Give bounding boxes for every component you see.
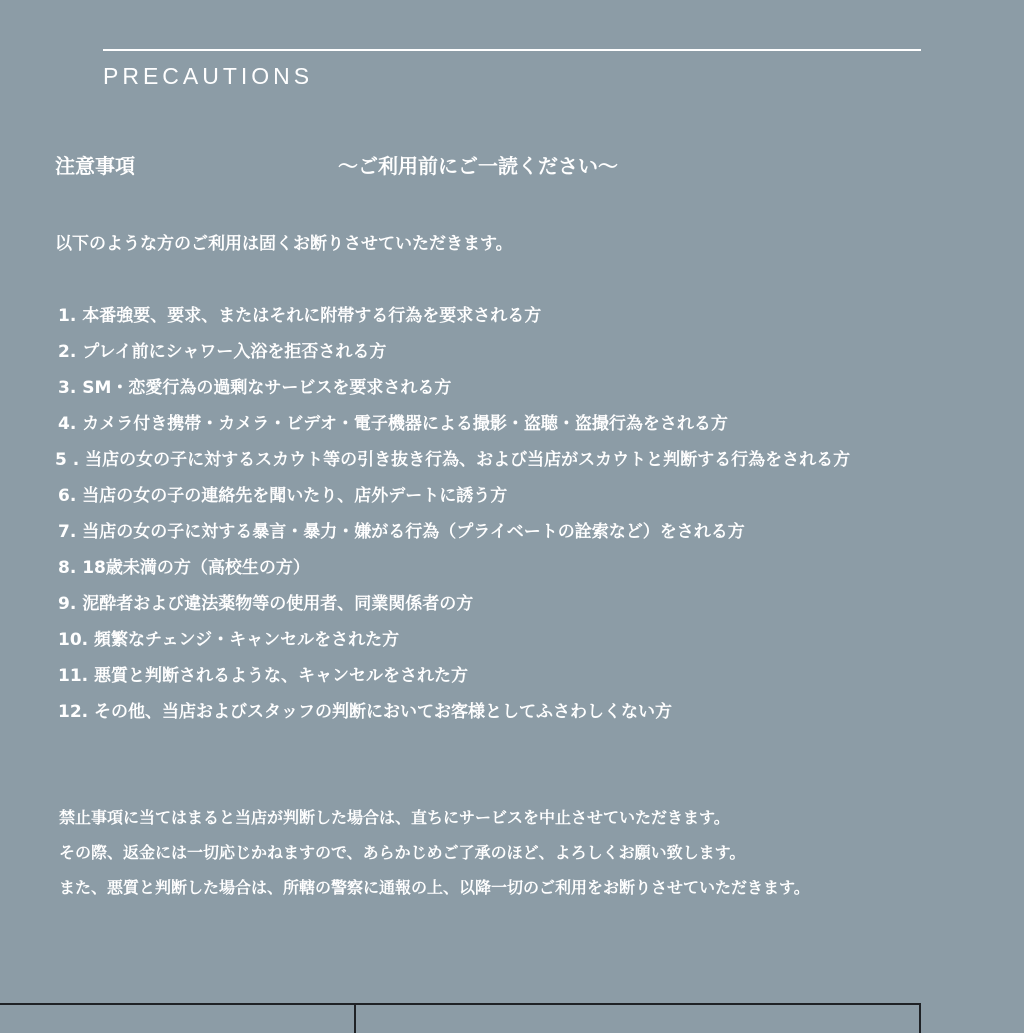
section-label: PRECAUTIONS [103, 63, 314, 89]
list-item: 2. プレイ前にシャワー入浴を拒否される方 [58, 342, 387, 362]
list-item: 11. 悪質と判断されるような、キャンセルをされた方 [58, 666, 469, 686]
intro-text: 以下のような方のご利用は固くお断りさせていただきます。 [55, 234, 513, 254]
page-title: 注意事項 [55, 154, 135, 178]
note-paragraph: その際、返金には一切応じかねますので、あらかじめご了承のほど、よろしくお願い致します。 [59, 843, 746, 862]
list-item: 6. 当店の女の子の連絡先を聞いたり、店外デートに誘う方 [58, 486, 508, 506]
page-subtitle: ～ご利用前にご一読ください～ [338, 154, 618, 178]
list-item: 10. 頻繁なチェンジ・キャンセルをされた方 [58, 630, 400, 650]
notes-block [55, 800, 965, 905]
note-paragraph: 禁止事項に当てはまると当店が判断した場合は、直ちにサービスを中止させていただきます。 [59, 808, 730, 827]
list-item: 9. 泥酔者および違法薬物等の使用者、同業関係者の方 [58, 594, 474, 614]
list-item: 8. 18歳未満の方（高校生の方） [58, 558, 310, 578]
heading-row [55, 150, 955, 184]
bottom-divider [354, 1003, 356, 1033]
list-item: 5 . 当店の女の子に対するスカウト等の引き抜き行為、および当店がスカウトと判断する行為をされる方 [55, 450, 851, 470]
precautions-list [55, 298, 965, 730]
list-item: 7. 当店の女の子に対する暴言・暴力・嫌がる行為（プライベートの詮索など）をされる方 [58, 522, 745, 542]
bottom-frame [0, 1003, 921, 1033]
list-item: 4. カメラ付き携帯・カメラ・ビデオ・電子機器による撮影・盗聴・盗撮行為をされる方 [58, 414, 728, 434]
note-paragraph: また、悪質と判断した場合は、所轄の警察に通報の上、以降一切のご利用をお断りさせていただきます。 [59, 878, 810, 897]
list-item: 3. SM・恋愛行為の過剰なサービスを要求される方 [58, 378, 452, 398]
top-rule [103, 49, 921, 51]
list-item: 1. 本番強要、要求、またはそれに附帯する行為を要求される方 [58, 306, 542, 326]
list-item: 12. その他、当店およびスタッフの判断においてお客様としてふさわしくない方 [58, 702, 673, 722]
